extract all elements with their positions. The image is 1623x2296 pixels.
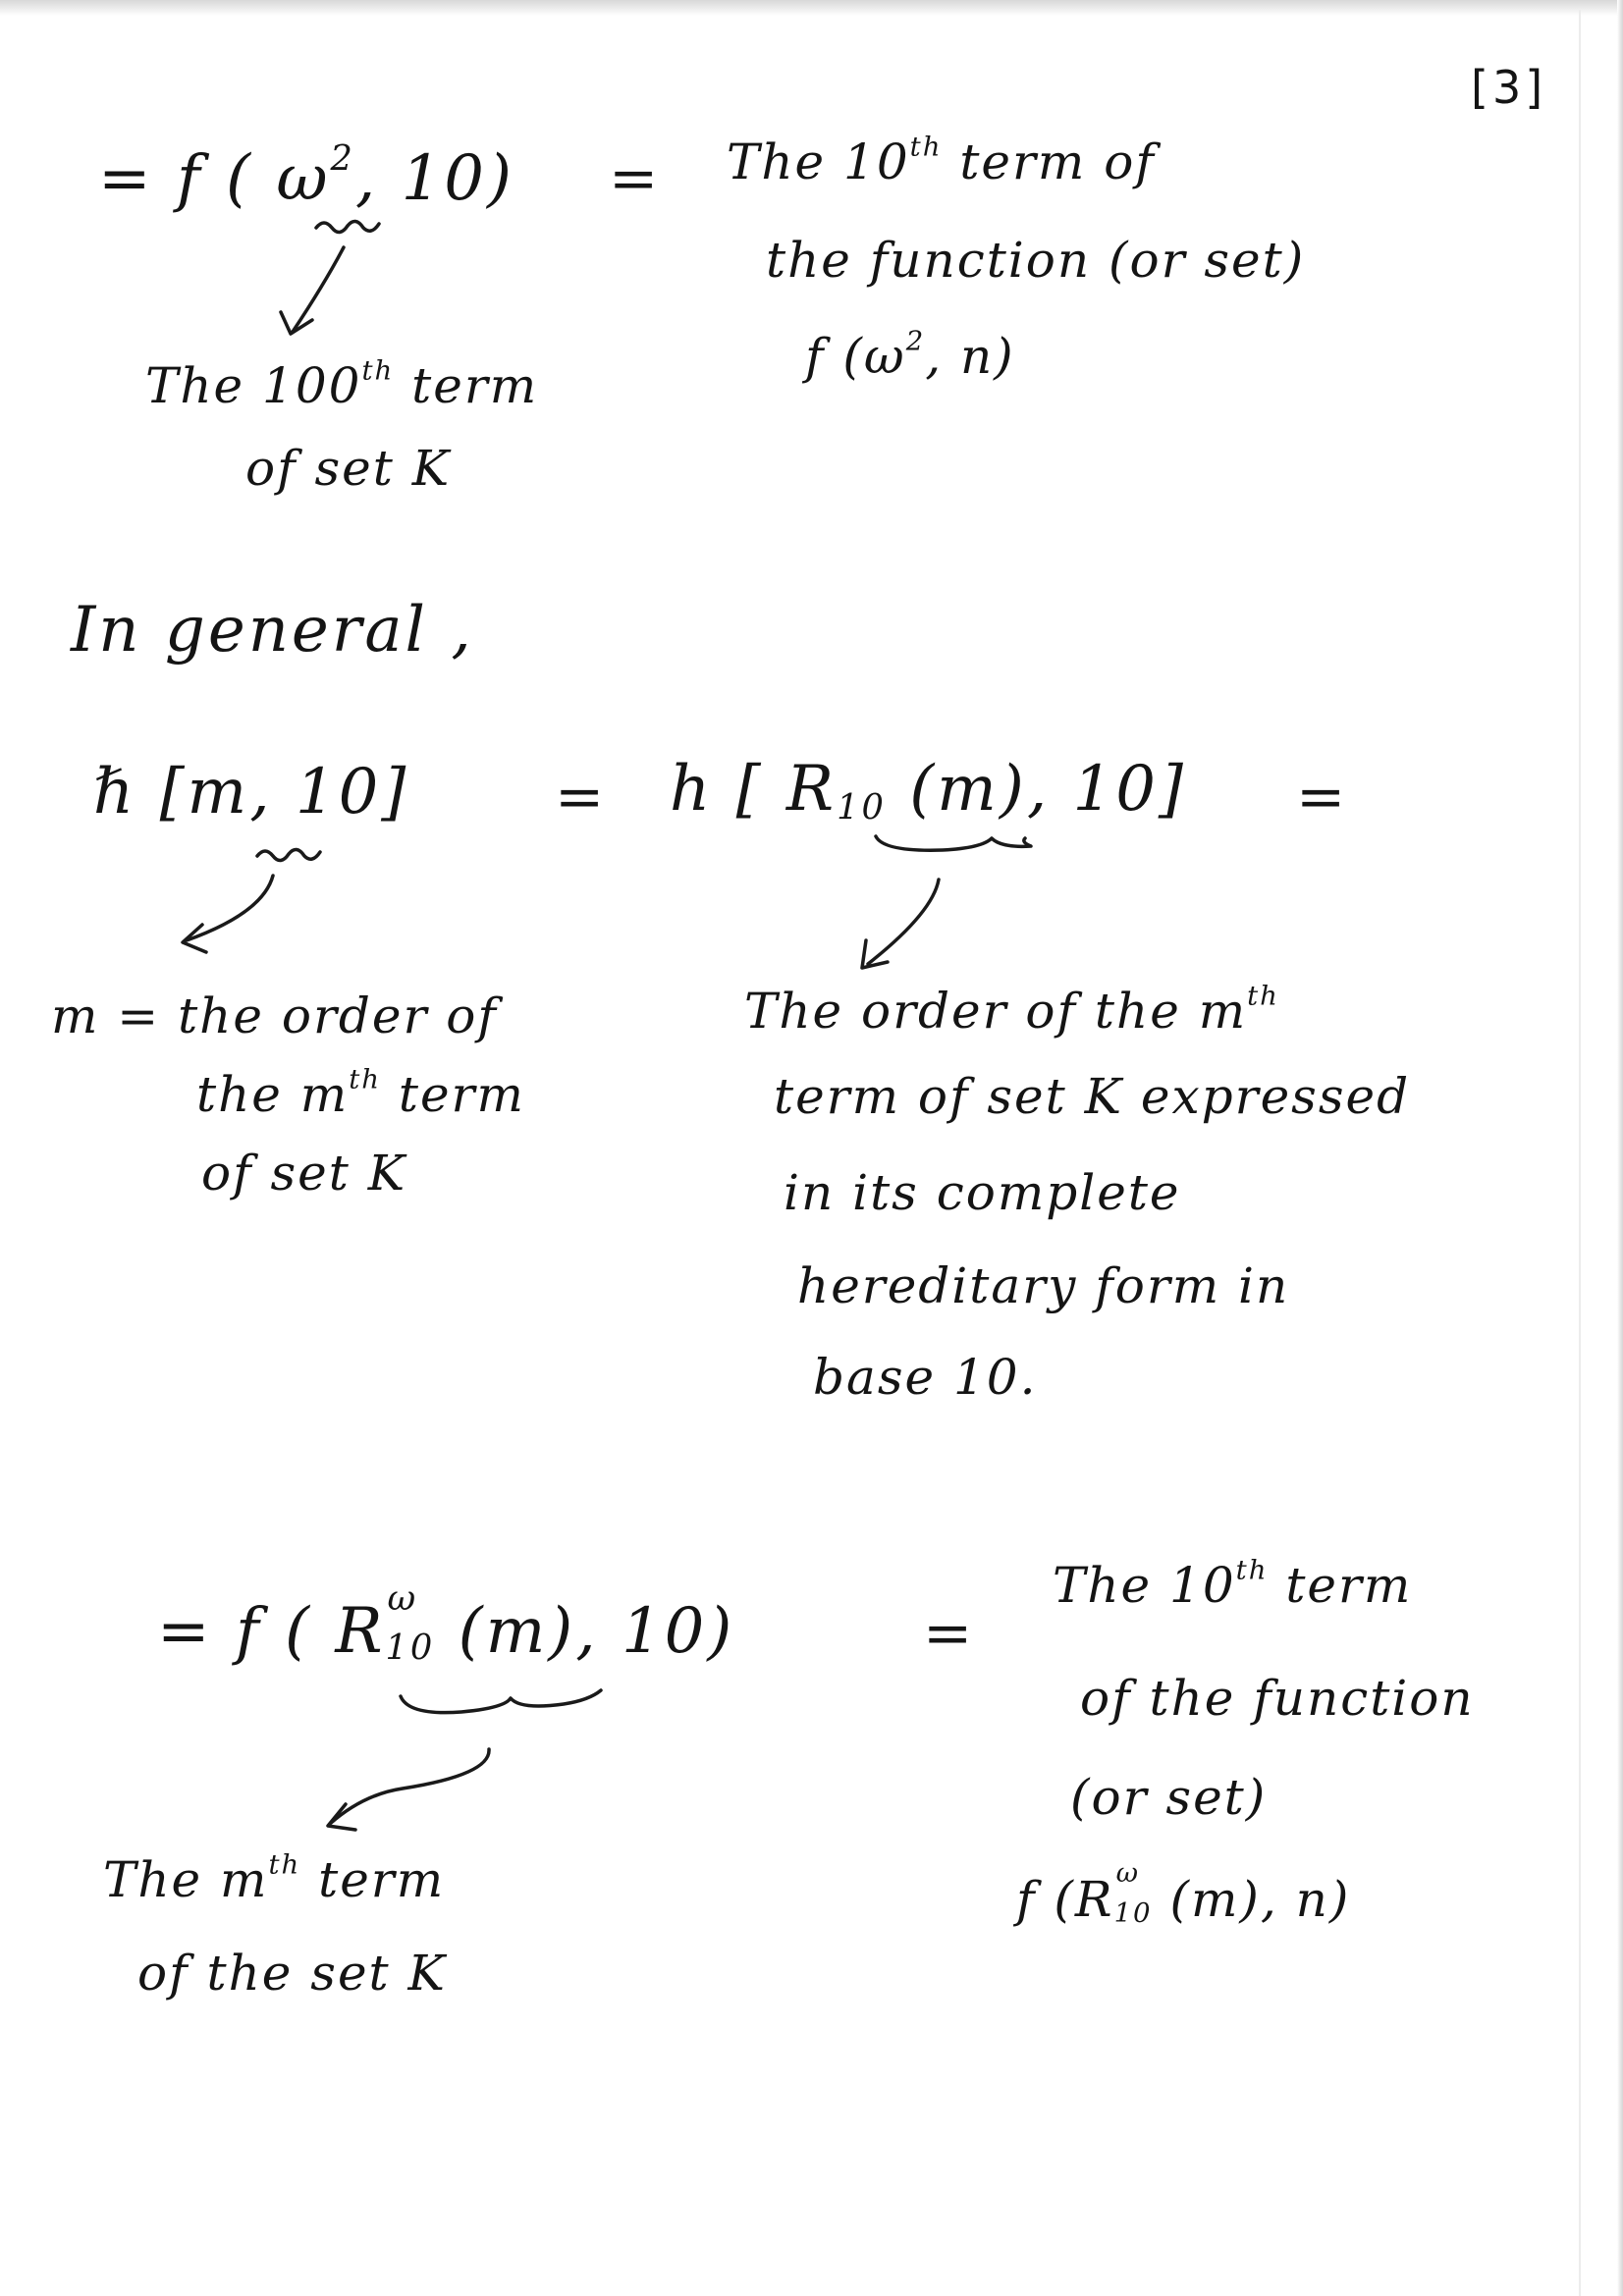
block2-right-note-line1: The order of the $m^{th}$: [744, 980, 1279, 1040]
block3-expression: = f ( R ω 10 (m), 10): [157, 1577, 735, 1669]
block1-right-line2: the function (or set): [766, 232, 1306, 289]
block2-equals-end: =: [1296, 763, 1348, 831]
block2-right-note-line4: hereditary form in: [797, 1257, 1290, 1314]
block2-left-note-line3: of set K: [201, 1145, 407, 1201]
in-general-heading: In general ,: [71, 594, 474, 667]
block1-expression: = f ( $\omega^2$, 10): [98, 138, 514, 215]
block2-right-note-line3: in its complete: [784, 1164, 1181, 1221]
block2-equals: =: [555, 763, 607, 831]
block2-right-underbrace: [876, 836, 1031, 850]
block3-right-line3: (or set): [1070, 1769, 1268, 1826]
block2-mid: h [ $R_{10}$ (m), 10]: [670, 753, 1186, 828]
block1-note-line2: of set K: [245, 440, 452, 497]
block3-arrow: [330, 1749, 489, 1824]
block3-right-line1: The 10th term: [1053, 1554, 1413, 1614]
block3-right-line2: of the function: [1080, 1670, 1475, 1727]
page-number: [3]: [1471, 61, 1547, 114]
block1-note-line1: The 100th term: [145, 354, 539, 414]
block1-arrow: [293, 247, 344, 332]
block2-right-arrowhead: [862, 940, 888, 968]
block2-right-note-line5: base 10.: [813, 1349, 1038, 1406]
block1-right-line1: The 10th term of: [727, 131, 1156, 190]
block2-left-arrow: [187, 876, 273, 940]
block3-right-line4: f (R ω 10 (m), n): [1016, 1856, 1351, 1929]
block1-equals: =: [609, 144, 661, 213]
block1-right-line3: f ($\omega^2$, n): [805, 325, 1015, 385]
block2-right-arrow: [868, 880, 939, 964]
block3-note-line1: The $m^{th}$ term: [103, 1848, 446, 1908]
block2-left-note-line2: the $m^{th}$ term: [196, 1063, 525, 1123]
block2-lhs: ℏ [m, 10]: [93, 756, 409, 828]
block3-equals: =: [923, 1599, 975, 1668]
block2-left-underbrace: [257, 849, 320, 860]
block2-left-note-line1: m = the order of: [51, 988, 498, 1044]
block2-right-note-line2: term of set K expressed: [774, 1068, 1411, 1125]
block1-underbrace: [316, 221, 379, 232]
block3-note-line2: of the set K: [137, 1945, 447, 2002]
block3-underbrace: [401, 1690, 601, 1713]
